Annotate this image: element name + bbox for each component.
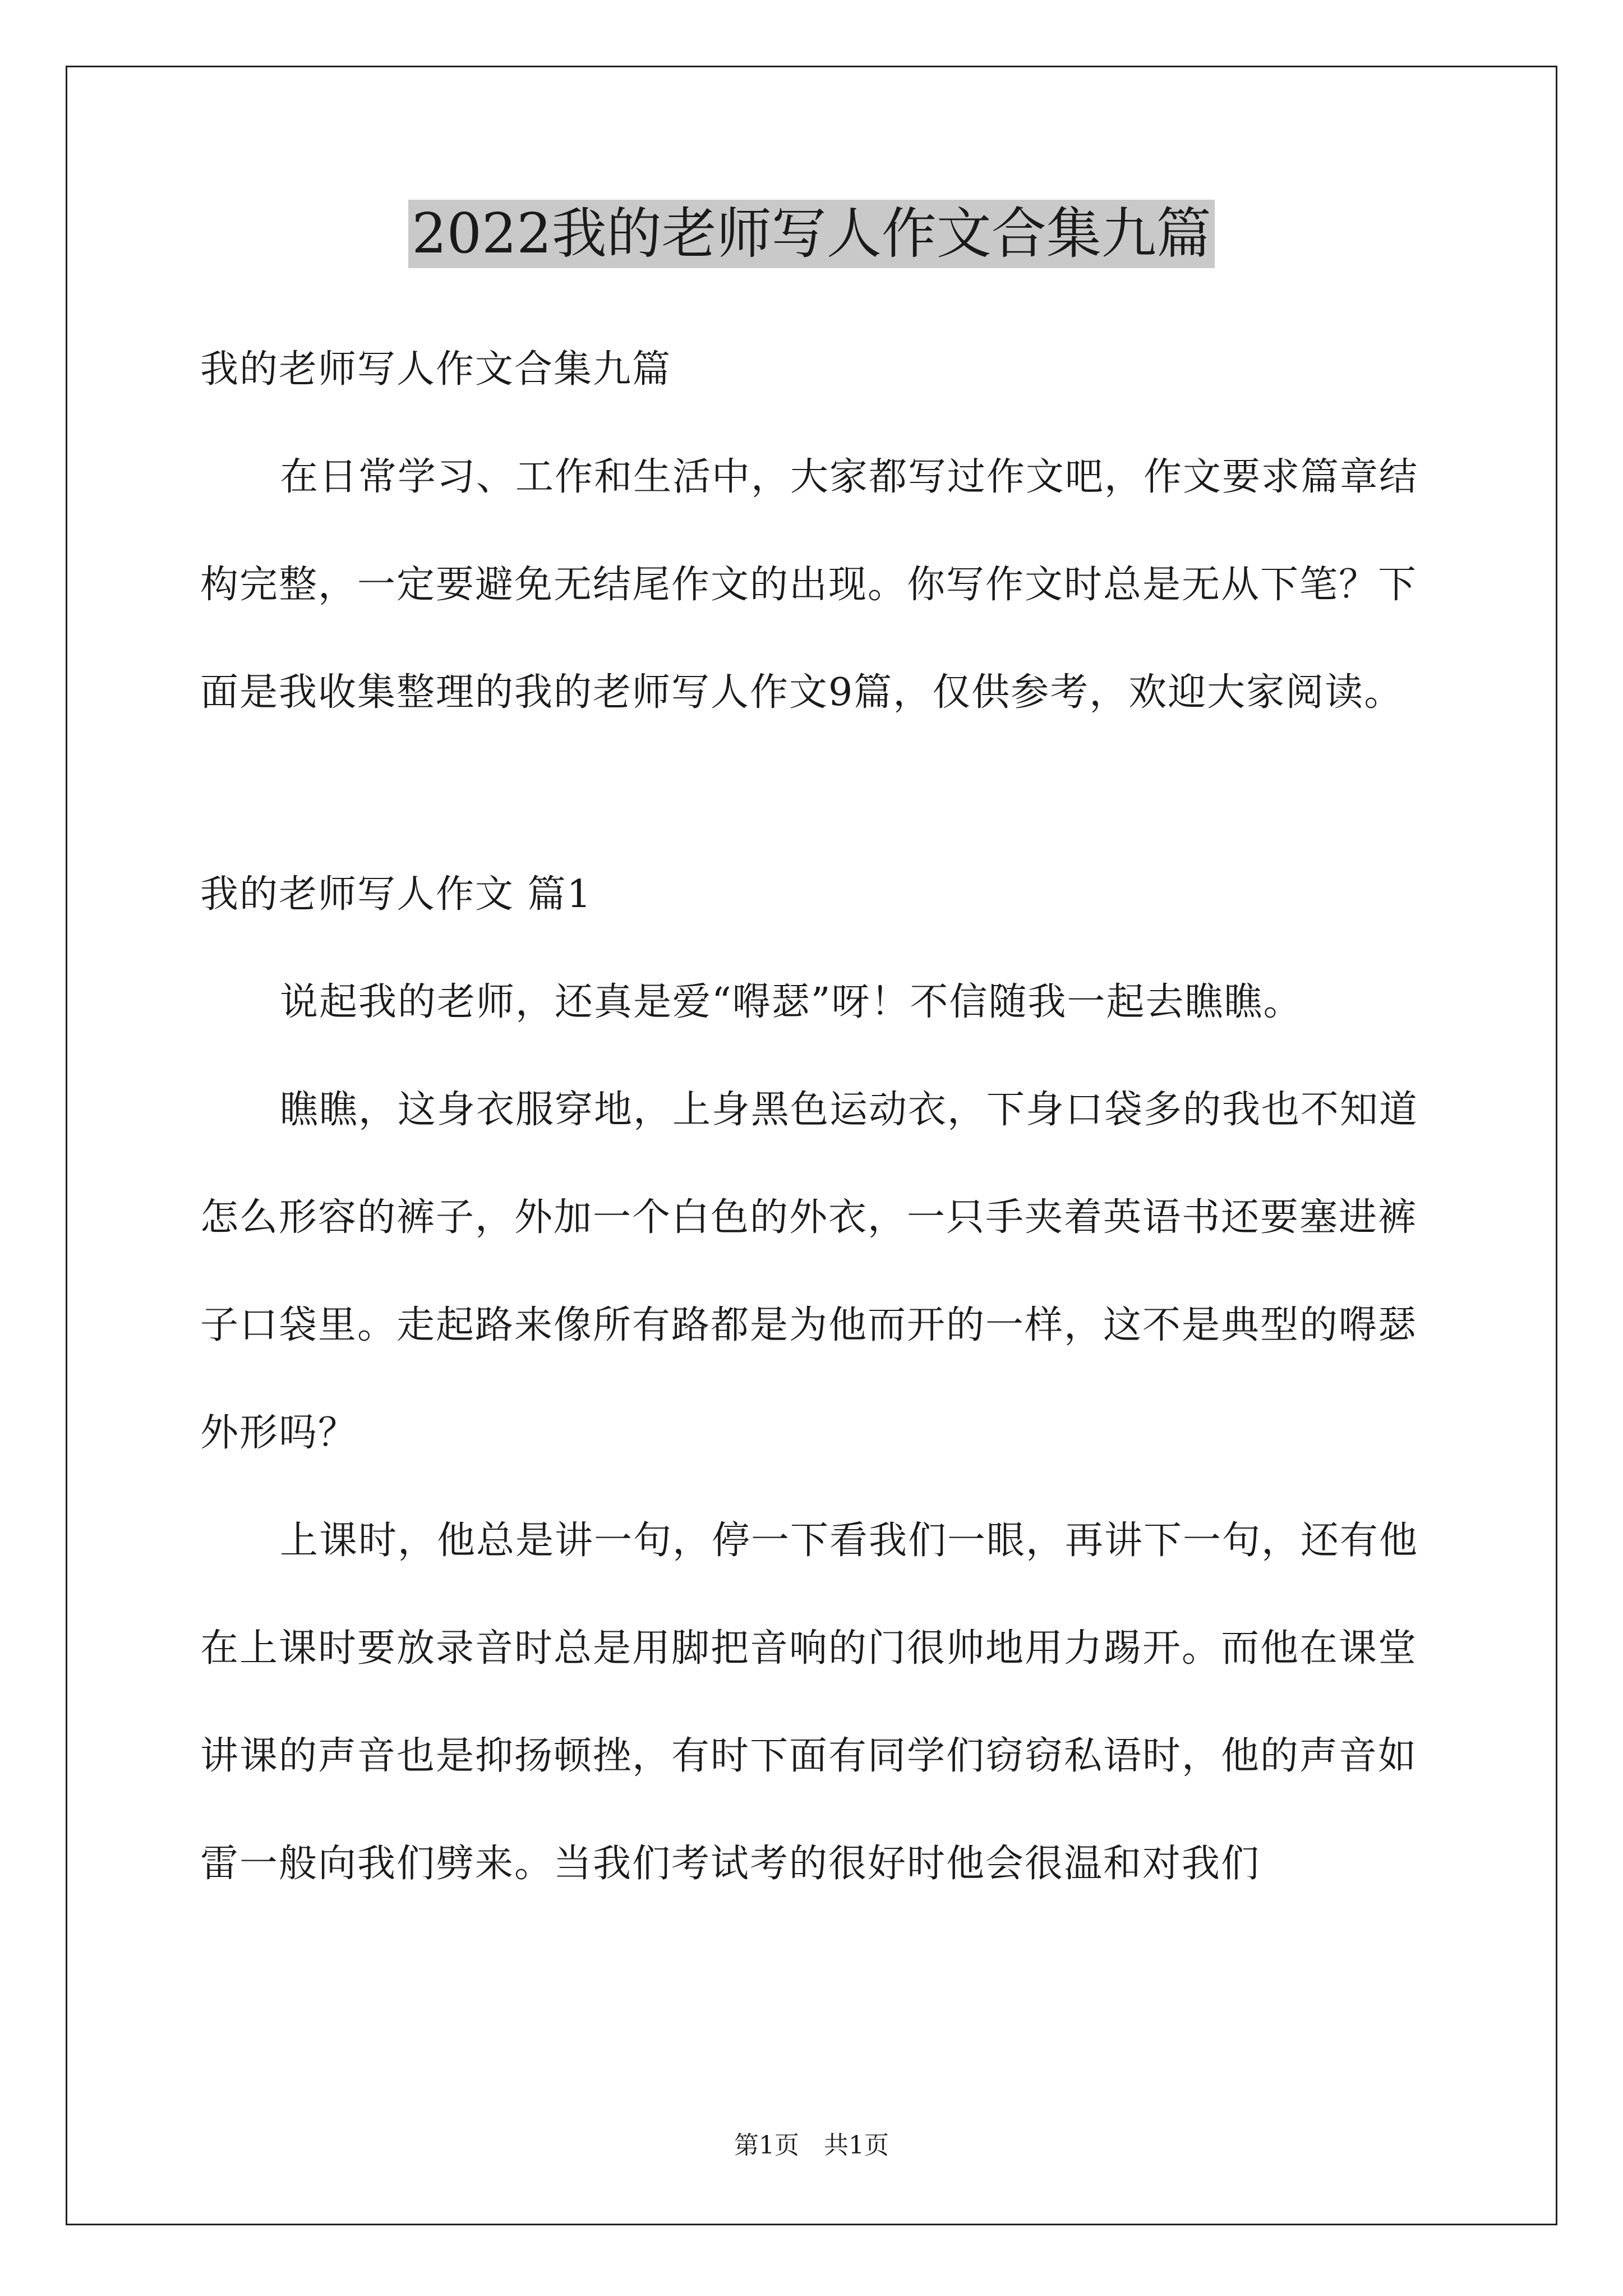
document-title-text: 2022我的老师写人作文合集九篇 — [408, 200, 1214, 268]
body-paragraph: 瞧瞧，这身衣服穿地，上身黑色运动衣，下身口袋多的我也不知道怎么形容的裤子，外加一个白色的外衣，一只手夹着英语书还要塞进裤子口袋里。走起路来像所有路都是为他而开的一样，这不是典型的嘚瑟外形吗？ — [200, 1088, 1419, 1455]
page-footer — [0, 2129, 1623, 2162]
body-paragraph: 说起我的老师，还真是爱“嘚瑟”呀！不信随我一起去瞧瞧。 — [280, 980, 1303, 1024]
document-body — [200, 316, 1434, 1918]
document-title — [0, 197, 1623, 270]
body-paragraph: 上课时，他总是讲一句，停一下看我们一眼，再讲下一句，还有他在上课时要放录音时总是用脚把音响的门很帅地用力踢开。而他在课堂讲课的声音也是抑扬顿挫，有时下面有同学们窃窃私语时，他的声音如雷一般向我们劈来。当我们考试考的很好时他会很温和对我们 — [200, 1519, 1419, 1886]
intro-paragraph: 在日常学习、工作和生活中，大家都写过作文吧，作文要求篇章结构完整，一定要避免无结尾作文的出现。你写作文时总是无从下笔？下面是我收集整理的我的老师写人作文9篇，仅供参考，欢迎大家阅读。 — [200, 455, 1419, 715]
section-spacer — [200, 747, 1434, 841]
document-subtitle: 我的老师写人作文合集九篇 — [200, 347, 672, 392]
section-heading: 我的老师写人作文 篇1 — [200, 872, 592, 917]
page-total: 共1页 — [824, 2131, 889, 2160]
page-number: 第1页 — [734, 2131, 799, 2160]
